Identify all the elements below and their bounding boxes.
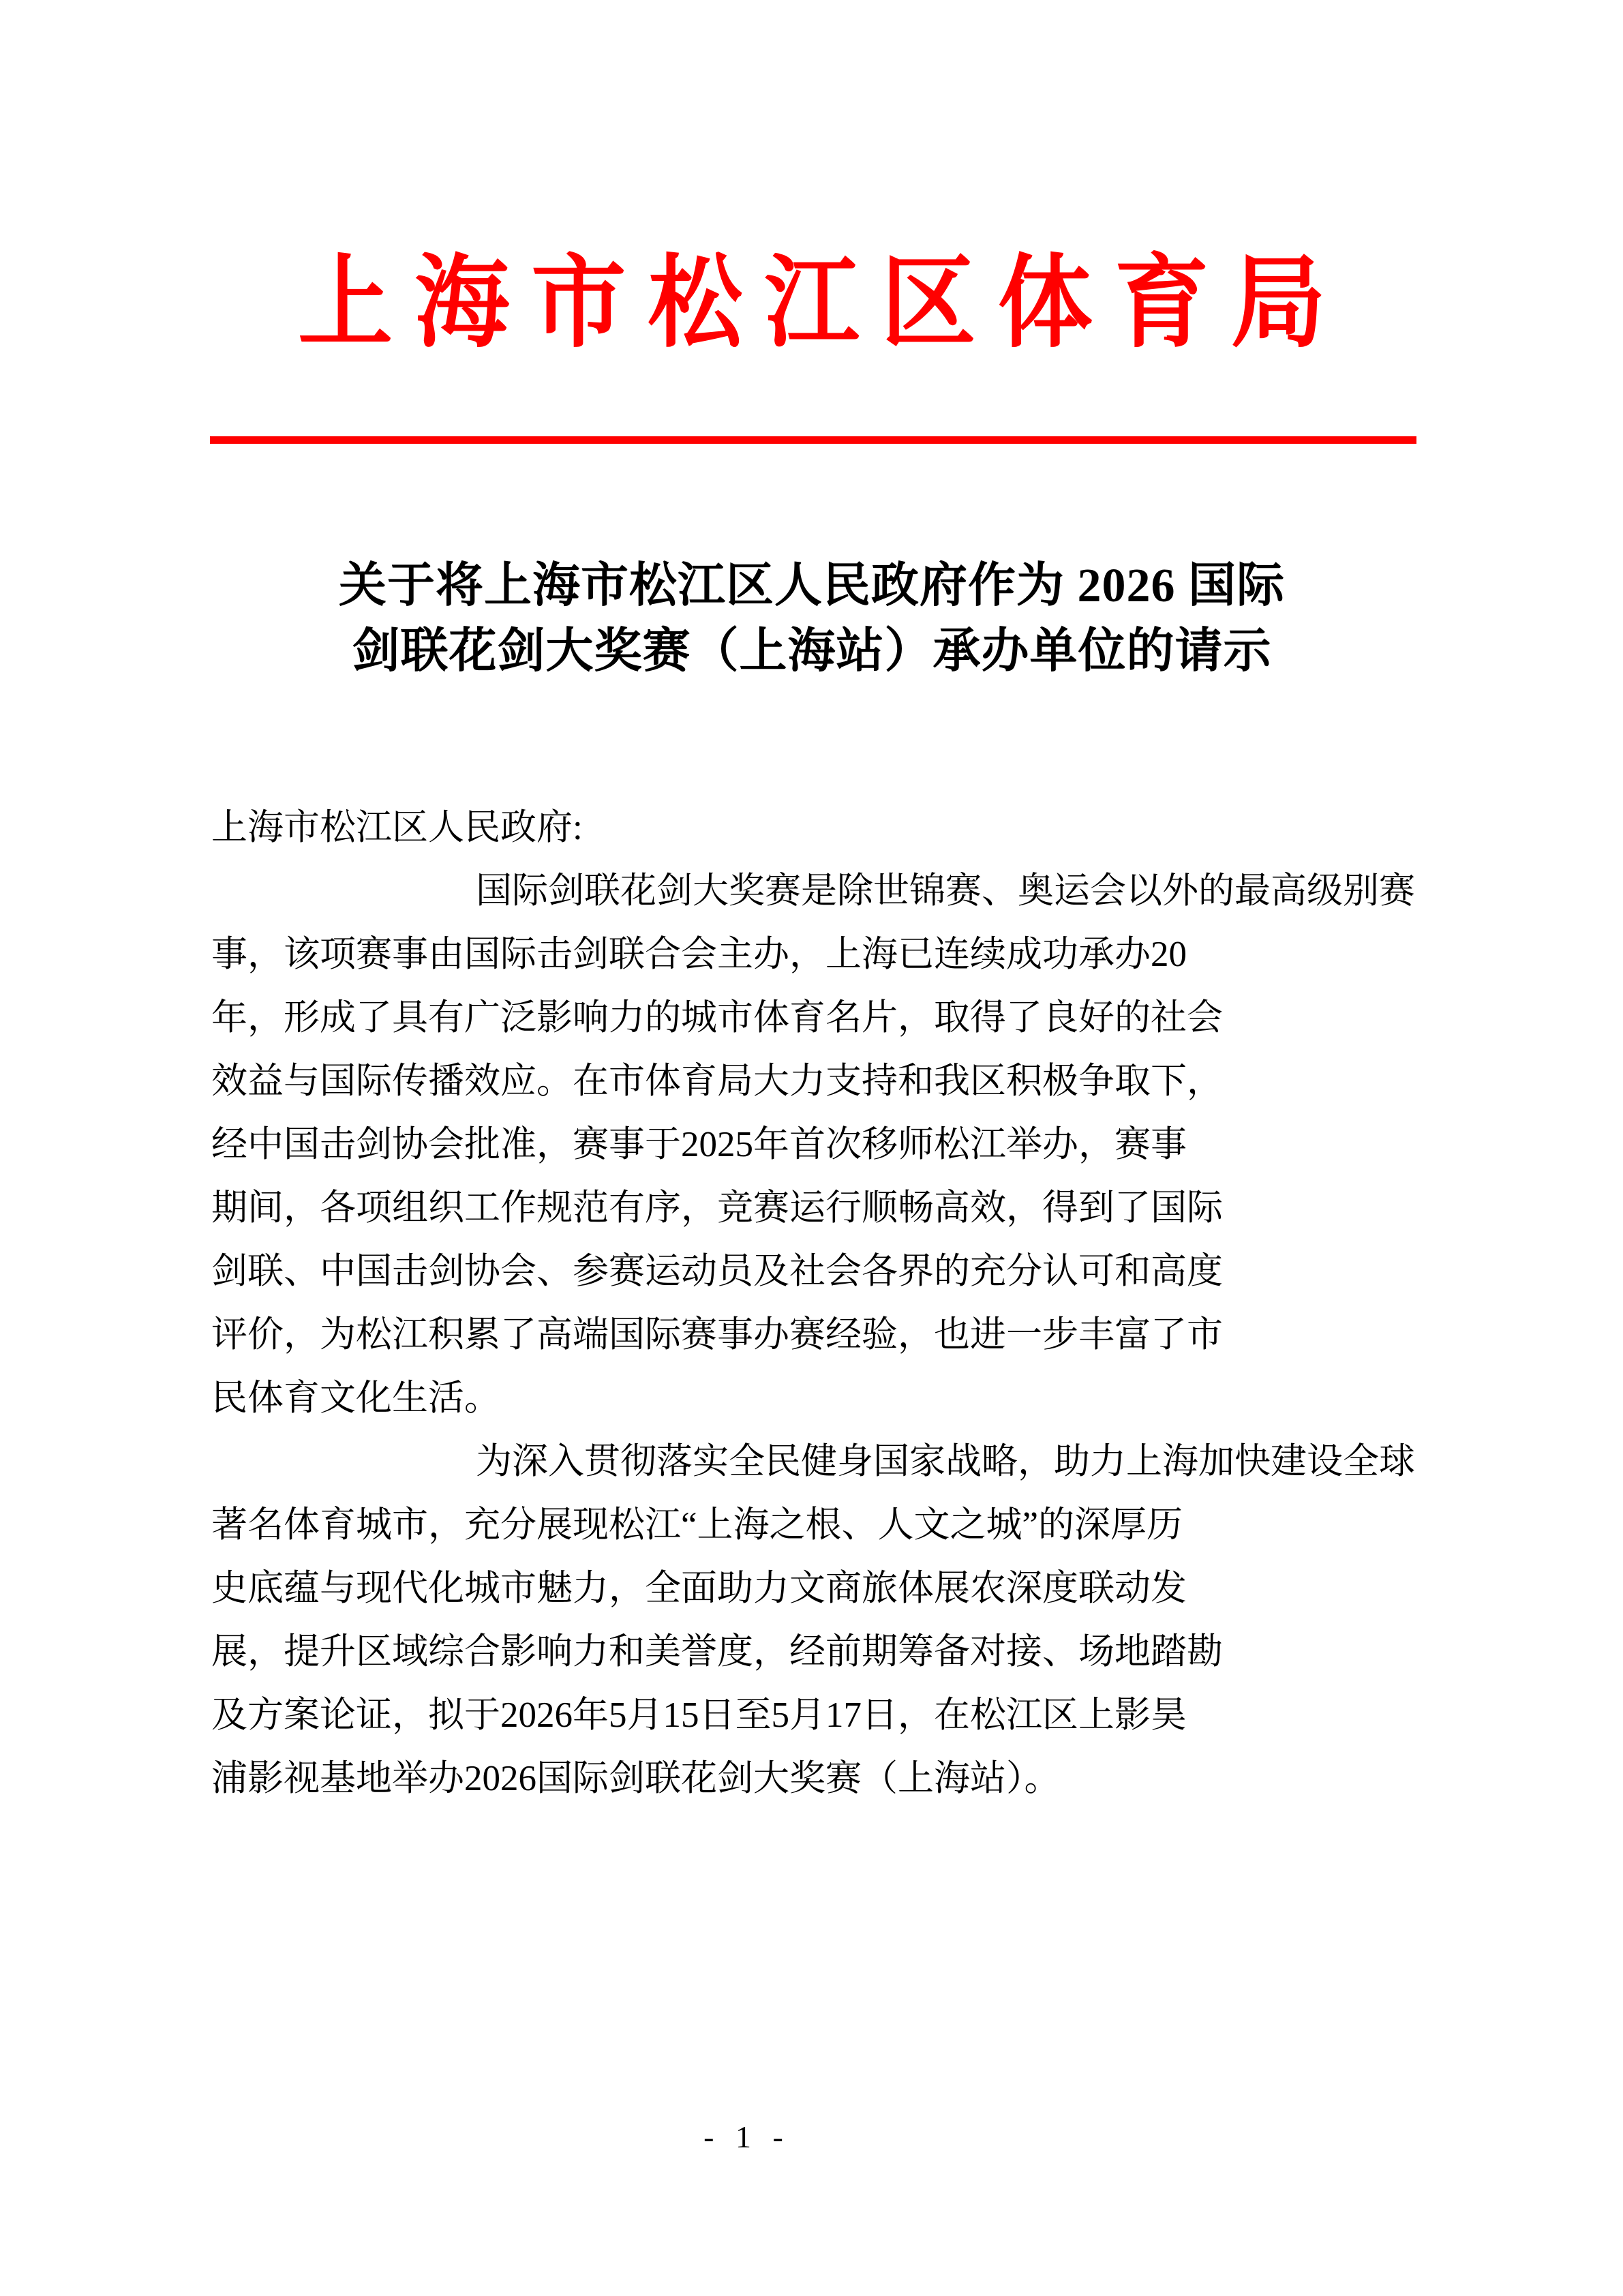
addressee-line: 上海市松江区人民政府: [211, 808, 583, 847]
paragraph-1-line-3: 年，形成了具有广泛影响力的城市体育名片，取得了良好的社会 [211, 998, 1223, 1038]
paragraph-1-line-2: 事，该项赛事由国际击剑联合会主办，上海已连续成功承办20 [211, 935, 1187, 974]
paragraph-2-line-1 [211, 1430, 1415, 1494]
paragraph-2-line-3: 史底蕴与现代化城市魅力，全面助力文商旅体展农深度联动发 [211, 1569, 1187, 1608]
paragraph-1-line-9: 民体育文化生活。 [211, 1378, 500, 1418]
paragraph-1-line-5: 经中国击剑协会批准，赛事于2025年首次移师松江举办，赛事 [211, 1125, 1187, 1164]
paragraph-2-line-4: 展，提升区域综合影响力和美誉度，经前期筹备对接、场地踏勘 [211, 1632, 1223, 1672]
paragraph-1-line-1-text: 国际剑联花剑大奖赛是除世锦赛、奥运会以外的最高级别赛 [476, 871, 1415, 911]
paragraph-2-line-2: 著名体育城市，充分展现松江“上海之根、人文之城”的深厚历 [211, 1505, 1183, 1545]
paragraph-2-line-6: 浦影视基地举办2026国际剑联花剑大奖赛（上海站）。 [211, 1759, 1061, 1798]
document-title-line-1: 关于将上海市松江区人民政府作为 2026 国际 [339, 560, 1285, 612]
document-title-line-2: 剑联花剑大奖赛（上海站）承办单位的请示 [352, 625, 1272, 678]
paragraph-1-line-8: 评价，为松江积累了高端国际赛事办赛经验，也进一步丰富了市 [211, 1315, 1223, 1355]
letterhead [0, 248, 1623, 360]
letterhead-red-rule [210, 436, 1416, 444]
body-paragraph-1 [211, 860, 1415, 1430]
paragraph-1-line-6: 期间，各项组织工作规范有序，竞赛运行顺畅高效，得到了国际 [211, 1188, 1223, 1228]
issuing-organization-title: 上海市松江区体育局 [297, 248, 1348, 360]
paragraph-1-line-7: 剑联、中国击剑协会、参赛运动员及社会各界的充分认可和高度 [211, 1252, 1223, 1291]
document-body [211, 796, 1415, 1811]
paragraph-2-line-5: 及方案论证，拟于2026年5月15日至5月17日，在松江区上影昊 [211, 1695, 1187, 1735]
paragraph-2-line-1-text: 为深入贯彻落实全民健身国家战略，助力上海加快建设全球 [476, 1442, 1415, 1481]
body-paragraph-2 [211, 1430, 1415, 1811]
paragraph-1-line-4: 效益与国际传播效应。在市体育局大力支持和我区积极争取下， [211, 1061, 1223, 1101]
page-number: - 1 - [703, 2119, 790, 2154]
document-title [211, 554, 1412, 684]
paragraph-1-line-1 [211, 860, 1415, 923]
